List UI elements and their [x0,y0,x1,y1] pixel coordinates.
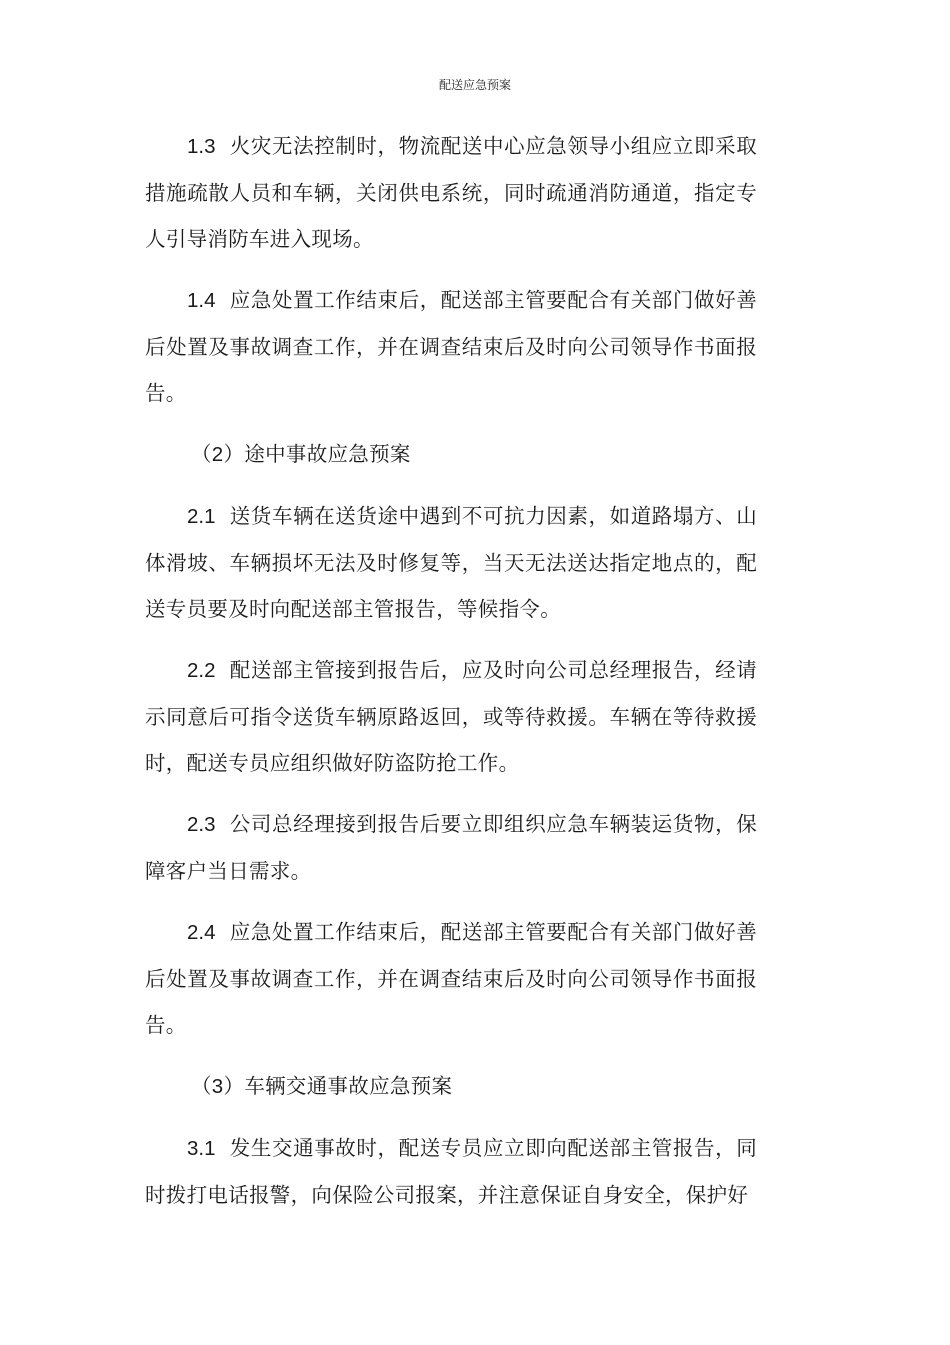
paragraph-text: 发生交通事故时，配送专员应立即向配送部主管报告，同时拨打电话报警，向保险公司报案，并注意保证自身安全，保护好 [145,1136,757,1207]
paragraph-text: 配送部主管接到报告后，应及时向公司总经理报告，经请示同意后可指令送货车辆原路返回，或等待救援。车辆在等待救援时，配送专员应组织做好防盗防抢工作。 [145,658,757,775]
page-header: 配送应急预案 [438,78,511,92]
paragraph-3-1 [145,1125,757,1218]
paragraph-2-2 [145,647,757,786]
paragraph-text: 火灾无法控制时，物流配送中心应急领导小组应立即采取措施疏散人员和车辆，关闭供电系统，同时疏通消防通道，指定专人引导消防车进入现场。 [145,134,757,251]
clause-number: 1.3 [187,135,216,158]
section-number: （3） [191,1075,245,1098]
paragraph-1-3 [145,123,757,262]
section-title: 途中事故应急预案 [244,442,411,466]
clause-number: 3.1 [187,1137,216,1160]
section-title: 车辆交通事故应急预案 [244,1074,453,1098]
paragraph-text: 应急处置工作结束后，配送部主管要配合有关部门做好善后处置及事故调查工作，并在调查结束后及时向公司领导作书面报告。 [145,920,757,1037]
clause-number: 1.4 [187,289,216,312]
section-heading-3 [145,1063,757,1110]
clause-number: 2.1 [187,505,216,528]
section-number: （2） [191,443,245,466]
paragraph-1-4 [145,277,757,416]
paragraph-text: 公司总经理接到报告后要立即组织应急车辆装运货物，保障客户当日需求。 [145,812,757,883]
paragraph-text: 应急处置工作结束后，配送部主管要配合有关部门做好善后处置及事故调查工作，并在调查结束后及时向公司领导作书面报告。 [145,288,757,405]
paragraph-text: 送货车辆在送货途中遇到不可抗力因素，如道路塌方、山体滑坡、车辆损坏无法及时修复等，当天无法送达指定地点的，配送专员要及时向配送部主管报告，等候指令。 [145,504,757,621]
clause-number: 2.3 [187,813,216,836]
document-body [145,123,757,1233]
clause-number: 2.4 [187,921,216,944]
section-heading-2 [145,431,757,478]
paragraph-2-1 [145,493,757,632]
clause-number: 2.2 [187,659,216,682]
paragraph-2-4 [145,909,757,1048]
paragraph-2-3 [145,801,757,894]
